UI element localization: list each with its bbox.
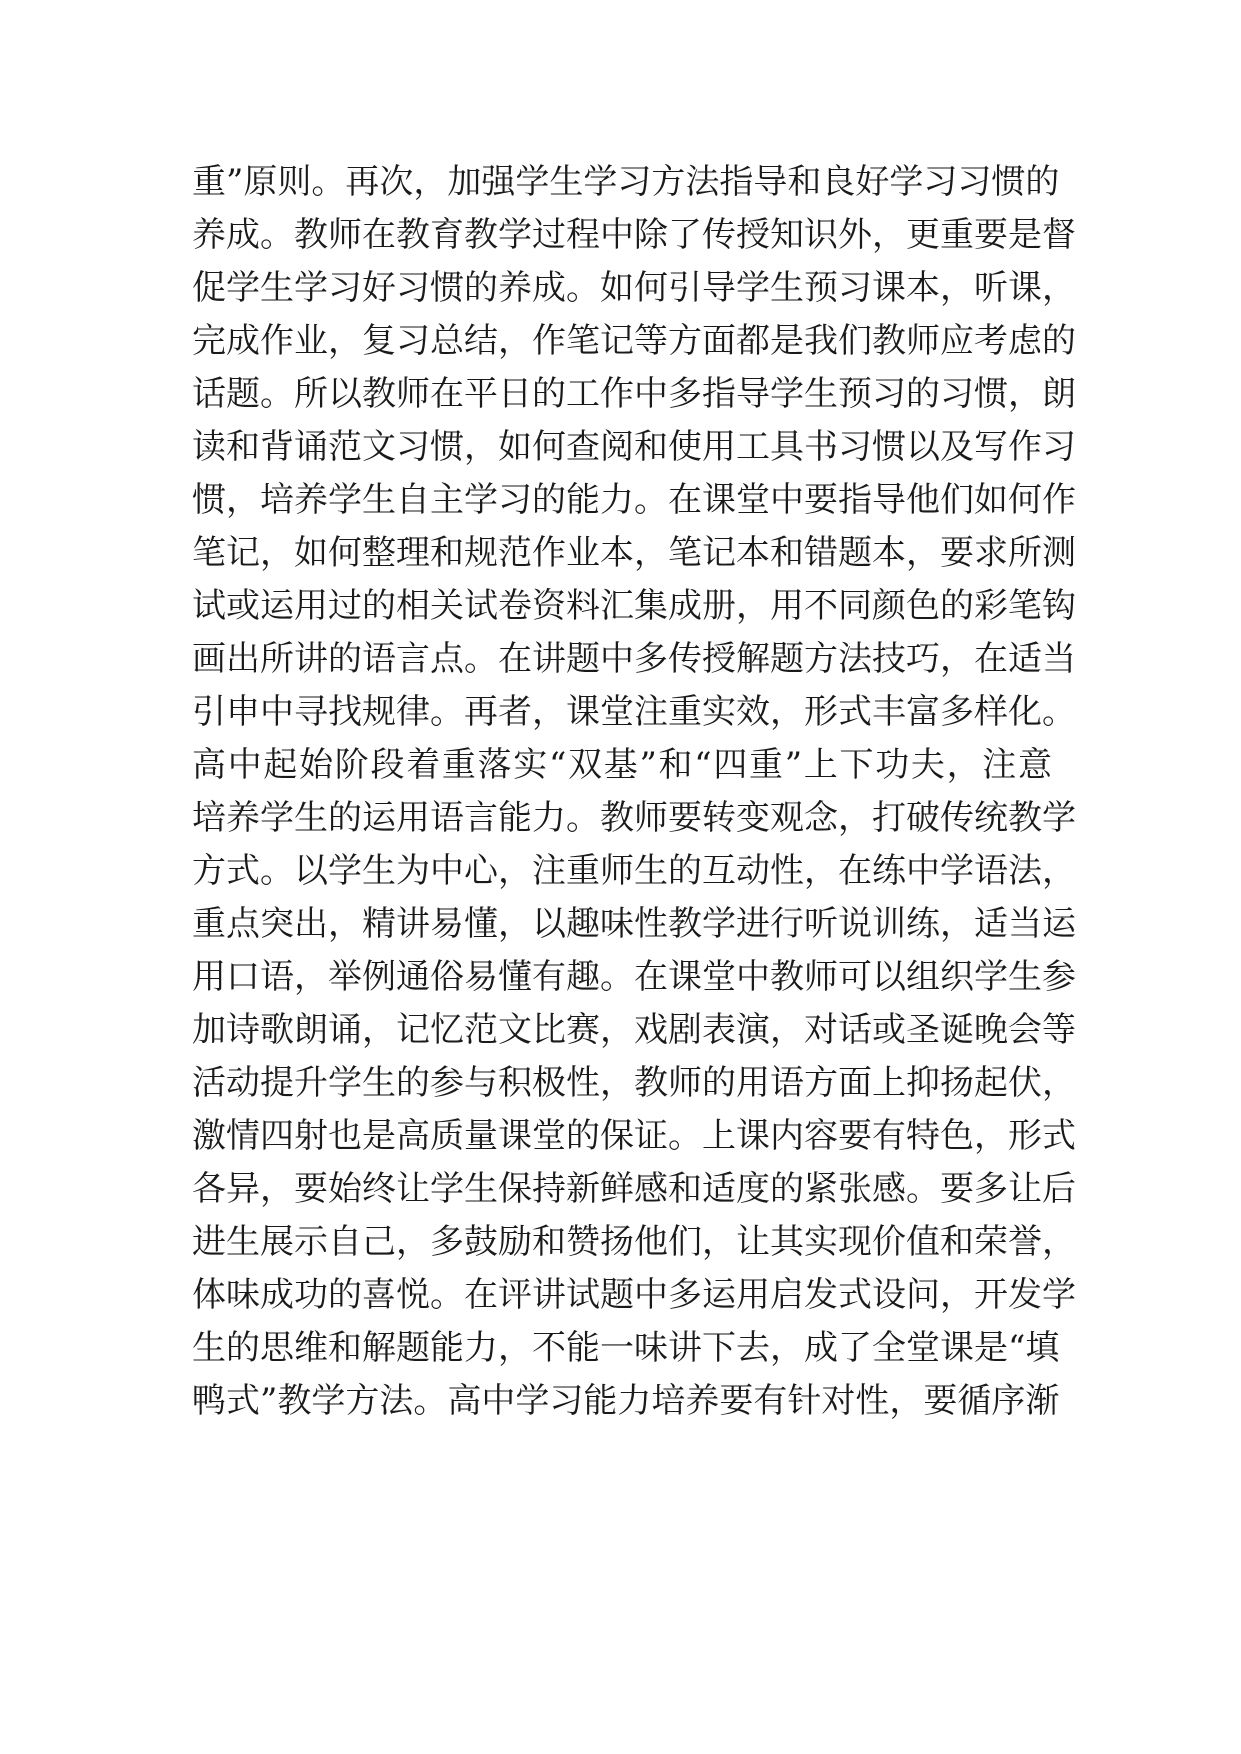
text-line: 完成作业，复习总结，作笔记等方面都是我们教师应考虑的 xyxy=(192,321,1076,361)
text-line: 培养学生的运用语言能力。教师要转变观念，打破传统教学 xyxy=(192,798,1076,838)
text-line: 体味成功的喜悦。在评讲试题中多运用启发式设问，开发学 xyxy=(192,1275,1076,1315)
text-line: 加诗歌朗诵，记忆范文比赛，戏剧表演，对话或圣诞晚会等 xyxy=(192,1010,1076,1050)
text-line: 生的思维和解题能力，不能一味讲下去，成了全堂课是“填 xyxy=(192,1328,1060,1368)
text-line: 方式。以学生为中心，注重师生的互动性，在练中学语法， xyxy=(192,851,1076,891)
body-text xyxy=(192,156,1076,1428)
text-line: 养成。教师在教育教学过程中除了传授知识外，更重要是督 xyxy=(192,215,1076,255)
text-line: 各异，要始终让学生保持新鲜感和适度的紧张感。要多让后 xyxy=(192,1169,1076,1209)
text-line: 试或运用过的相关试卷资料汇集成册，用不同颜色的彩笔钩 xyxy=(192,586,1076,626)
text-line: 重”原则。再次，加强学生学习方法指导和良好学习习惯的 xyxy=(192,162,1060,202)
text-line: 鸭式”教学方法。高中学习能力培养要有针对性，要循序渐 xyxy=(192,1381,1060,1421)
text-line: 促学生学习好习惯的养成。如何引导学生预习课本，听课， xyxy=(192,268,1076,308)
text-line: 引申中寻找规律。再者，课堂注重实效，形式丰富多样化。 xyxy=(192,692,1076,732)
text-line: 惯，培养学生自主学习的能力。在课堂中要指导他们如何作 xyxy=(192,480,1076,520)
text-line: 读和背诵范文习惯，如何查阅和使用工具书习惯以及写作习 xyxy=(192,427,1076,467)
text-line: 笔记，如何整理和规范作业本，笔记本和错题本，要求所测 xyxy=(192,533,1076,573)
text-line: 激情四射也是高质量课堂的保证。上课内容要有特色，形式 xyxy=(192,1116,1076,1156)
text-line: 高中起始阶段着重落实“双基”和“四重”上下功夫，注意 xyxy=(192,745,1052,785)
text-line: 画出所讲的语言点。在讲题中多传授解题方法技巧，在适当 xyxy=(192,639,1076,679)
text-line: 进生展示自己，多鼓励和赞扬他们，让其实现价值和荣誉， xyxy=(192,1222,1076,1262)
text-line: 重点突出，精讲易懂，以趣味性教学进行听说训练，适当运 xyxy=(192,904,1076,944)
text-line: 话题。所以教师在平日的工作中多指导学生预习的习惯，朗 xyxy=(192,374,1076,414)
text-line: 用口语，举例通俗易懂有趣。在课堂中教师可以组织学生参 xyxy=(192,957,1076,997)
text-line: 活动提升学生的参与积极性，教师的用语方面上抑扬起伏， xyxy=(192,1063,1076,1103)
